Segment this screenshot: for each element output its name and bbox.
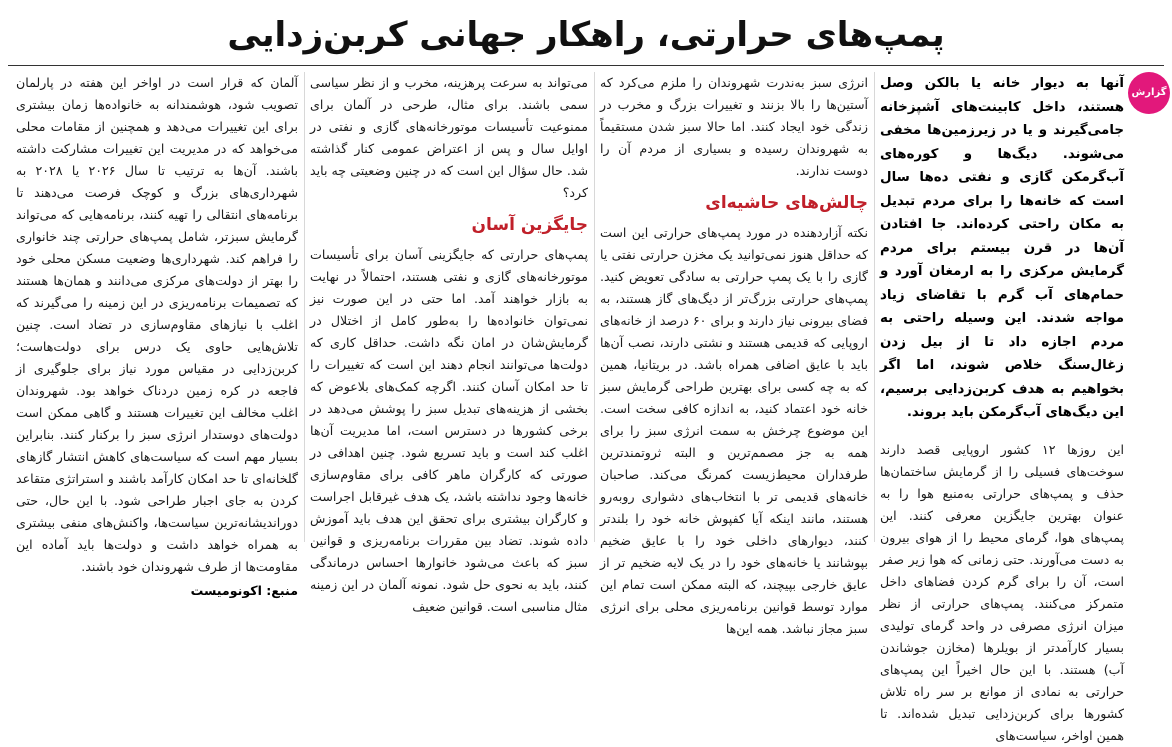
report-badge: گزارش (1128, 72, 1170, 114)
article-source: منبع: اکونومیست (190, 583, 298, 598)
article-headline: پمپ‌های حرارتی، راهکار جهانی کربن‌زدایی (227, 15, 945, 55)
column-2-intro: انرژی سبز به‌ندرت شهروندان را ملزم می‌کرد که آستین‌ها را بالا بزنند و تغییرات بزرگ و مخرب در زندگی خود ایجاد کنند. اما حالا سبز شدن مستقیماً به شهروندان رسیده و بسیاری از مردم آن را دوست ندارند. (600, 75, 868, 178)
column-divider (594, 72, 595, 542)
headline-rule (8, 65, 1164, 66)
column-3-intro: می‌تواند به سرعت پرهزینه، مخرب و از نظر سیاسی سمی باشند. برای مثال، طرحی در آلمان برای ممنوعیت تأسیسات موتورخانه‌های گازی و نفتی در اوایل سال و پس از اعتراض عمومی کنار گذاشته شد. حال سؤال این است که در چنین وضعیتی چه باید کرد؟ (310, 75, 588, 200)
lead-paragraph: آنها به دیوار خانه یا بالکن وصل هستند، داخل کابینت‌های آشپزخانه جامی‌گیرند و یا در زیرزمین‌ها مخفی می‌شوند. دیگ‌ها و کوره‌های آب‌گرمکن گازی و نفتی ده‌ها سال است که خانه‌ها را برای مردم تبدیل به مکان راحتی کرده‌اند. جا افتادن آن‌ها در قرن بیستم برای مردم گرمایش مرکزی را به ارمغان آورد و حمام‌های آب گرم با تقاضای زیاد مواجه شدند. این وسیله راحتی به مردم اجازه داد تا از بیل زدن زغال‌سنگ خلاص شوند، اما اگر بخواهیم به هدف کربن‌زدایی برسیم، این دیگ‌های آب‌گرمکن باید بروند. (880, 76, 1124, 420)
column-1-body: این روزها ۱۲ کشور اروپایی قصد دارند سوخت‌های فسیلی را از گرمایش ساختمان‌ها حذف و پمپ‌های حرارتی به‌منبع هوا را به عنوان بهترین جایگزین معرفی کنند. این پمپ‌های هوا، گرمای محیط را از هوای بیرون به دست می‌آورند. حتی زمانی که هوا زیر صفر است، آن را برای گرم کردن فضاهای داخل متمرکز می‌کنند. پمپ‌های حرارتی از نظر میزان انرژی مصرفی در واحد گرمای تولیدی بسیار کارآمدتر از بویلرها (مخازن جوشاندن آب) هستند. با این حال اخیراً این پمپ‌های حرارتی به نمادی از موانع بر سر راه تلاش کشورها برای کربن‌زدایی تبدیل شده‌اند. تا همین اواخر، سیاست‌های (880, 441, 1124, 743)
column-4 (16, 72, 298, 598)
column-3 (310, 72, 588, 614)
column-1 (880, 72, 1124, 743)
column-4-body: آلمان که قرار است در اواخر این هفته در پارلمان تصویب شود، هوشمندانه به خانواده‌ها زمان بیشتری برای این تغییرات می‌دهد و همچنین از مقامات محلی می‌خواهد که در مدیریت این تغییرات مشارکت داشته باشند. آن‌ها به ترتیب تا سال ۲۰۲۶ یا ۲۰۲۸ به شهرداری‌های بزرگ و کوچک فرصت می‌دهند تا برنامه‌های انتقالی را تهیه کنند، برنامه‌هایی که می‌تواند گرمایش سبزتر، شامل پمپ‌های حرارتی چند خانواری را فراهم کند. شهرداری‌ها وضعیت مسکن محلی خود را بهتر از دولت‌های مرکزی می‌دانند و همان‌ها هستند که تصمیمات برنامه‌ریزی در این زمینه را می‌گیرند که اغلب با نیازهای مقاوم‌سازی در تضاد است. چنین تلاش‌هایی حاوی یک درس برای دولت‌هاست؛ کربن‌زدایی در مقیاس مورد نیاز برای جلوگیری از فاجعه در کره زمین دردناک خواهد بود. شهروندان اغلب مخالف این تغییرات هستند و گاهی ممکن است دولت‌های دوستدار انرژی سبز را برکنار کنند. بنابراین بسیار مهم است که سیاست‌های کاهش انتشار گازهای گلخانه‌ای تا حد امکان کارآمد باشند و استراتژی متقاعد کردن به جای اجبار طراحی شود. با این حال، حتی دوراندیشانه‌ترین سیاست‌ها، واکنش‌های منفی بیشتری به همراه خواهد داشت و دولت‌ها باید آماده این مقاومت‌ها از طرف شهروندان خود باشند. (16, 75, 298, 574)
column-2 (600, 72, 868, 636)
column-divider (304, 72, 305, 542)
column-3-body: پمپ‌های حرارتی که جایگزینی آسان برای تأسیسات موتورخانه‌های گازی و نفتی هستند، احتمالاً در نهایت به بازار خواهند آمد. اما حتی در این صورت نیز نمی‌توان خانواده‌ها را به‌طور کامل از اختلال در گرمایش‌شان در امان نگه داشت. حداقل کاری که دولت‌ها می‌توانند انجام دهند این است که تغییرات را تا حد امکان آسان کنند. اگرچه کمک‌های بلاعوض که بخشی از هزینه‌های تبدیل سبز را پوشش می‌دهد در برخی کشورها در دسترس است، اما مدیریت آن‌ها اغلب کند است و باید تسریع شود. چنین اهدافی در صورتی که کارگران ماهر کافی برای مقاوم‌سازی خانه‌ها وجود نداشته باشد، یک هدف غیرقابل اجراست و کارگران بیشتری برای تحقق این هدف باید آموزش داده شوند. تضاد بین مقررات برنامه‌ریزی و قوانین سبز که باعث می‌شود خانوارها احساس درماندگی کنند، باید به نحوی حل شود. نمونه آلمان در این زمینه مثال مناسبی است. قوانین ضعیف (310, 247, 588, 614)
subheading-easy-alternative: جایگزین آسان (471, 215, 588, 235)
subheading-side-challenges: چالش‌های حاشیه‌ای (705, 193, 868, 213)
column-divider (874, 72, 875, 542)
column-2-body: نکته آزاردهنده در مورد پمپ‌های حرارتی این است که حداقل هنوز نمی‌توانید یک مخزن حرارتی نفتی یا گازی را با یک پمپ حرارتی به سادگی تعویض کنید. پمپ‌های حرارتی بزرگ‌تر از دیگ‌های گاز هستند، به فضای بیرونی نیاز دارند و برای ۶۰ درصد از خانه‌های اروپایی که قدیمی هستند و نشتی دارند، نصب آن‌ها باید با عایق اضافی همراه باشد. در بریتانیا، همین که به چه کسی برای بهترین طراحی گرمایش سبز خانه خود اعتماد کنید، به اندازه کافی سخت است. این موضوع چرخش به سمت انرژی سبز را برای همه به جز مصمم‌ترین و البته ثروتمندترین طرفداران محیط‌زیست کمرنگ می‌کند. صاحبان خانه‌های قدیمی تر با انتخاب‌های دشواری روبه‌رو هستند، مانند اینکه آیا کفپوش خانه خود را بلندتر کنند، دیوارهای داخلی خود را با عایق ضخیم بپوشانند یا خانه‌های خود را در یک لایه ضخیم تر از عایق خارجی بپیچند، که البته ممکن است تمام این موارد توسط قوانین برنامه‌ریزی محلی برای انرژی سبز مجاز نباشد. همه این‌ها (600, 225, 868, 636)
